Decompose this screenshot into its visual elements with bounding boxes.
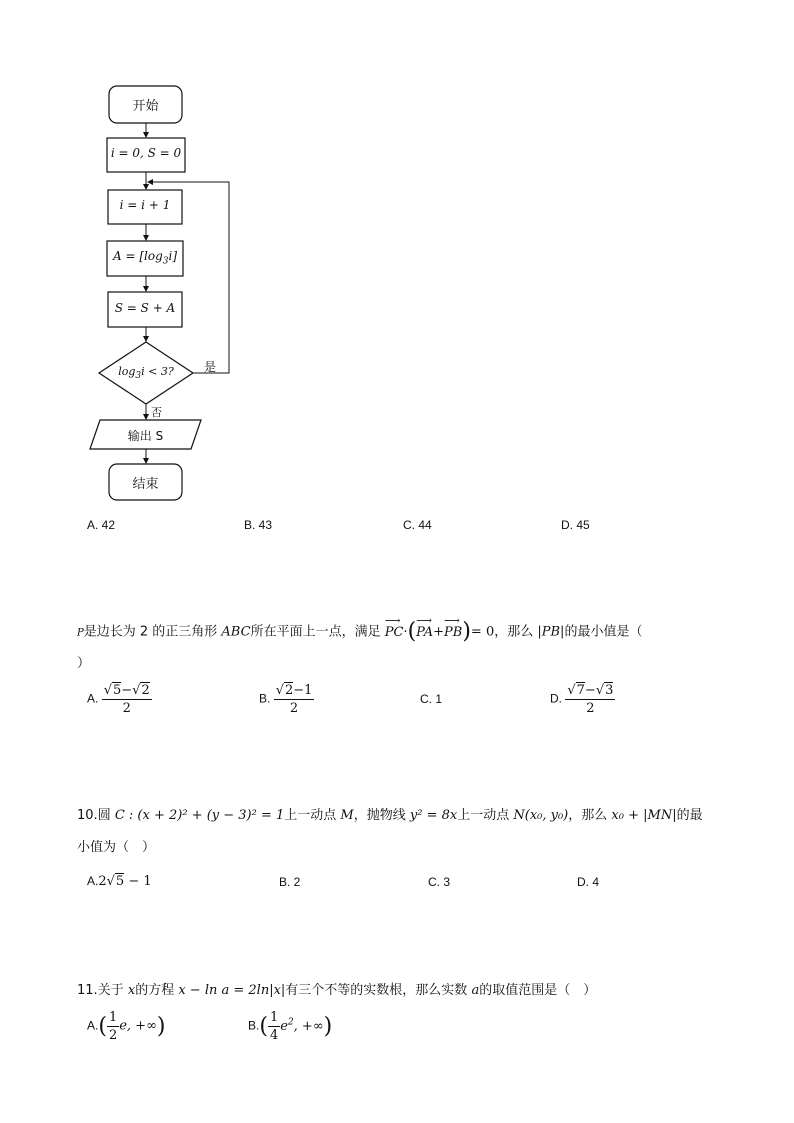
step2-label: $A = [\log_3i]$ <box>112 249 178 267</box>
q11-stem: 11.关于 x的方程 x − ln a = 2ln|x|有三个不等的实数根，那么实数 a的取值范围是（ ） <box>77 983 597 998</box>
q9-option-d: D. $\frac{√7-√3}{2}$ <box>550 683 614 716</box>
q10-option-b: B. 2 <box>279 875 301 889</box>
q9-option-c: C. 1 <box>420 692 443 706</box>
q10-stem: 10.圆 C : (x + 2)² + (y − 3)² = 1上一动点 M，抛物线 y² = 8x上一动点 N(x₀, y₀)，那么 x₀ + |MN|的最 <box>77 808 703 823</box>
q10-option-a: A.2√5 − 1 <box>87 874 152 889</box>
start-label: 开始 <box>132 99 159 114</box>
q8-option-d: D. 45 <box>561 518 590 532</box>
end-label: 结束 <box>132 477 159 492</box>
no-label: 否 <box>151 406 162 419</box>
q10-option-c: C. 3 <box>428 875 451 889</box>
step1-label: i = i + 1 <box>119 198 171 212</box>
q10-option-d: D. 4 <box>577 875 600 889</box>
q8-option-a: A. 42 <box>87 518 116 532</box>
init-label: i = 0, S = 0 <box>110 146 182 160</box>
yes-label: 是 <box>204 360 217 374</box>
output-label: 输出 S <box>127 429 164 443</box>
q10-stem-line2: 小值为（ ） <box>77 840 156 855</box>
q11-option-a: A.( $\frac{1}{2}$ e, +∞) <box>87 1010 166 1043</box>
q8-option-c: C. 44 <box>403 518 432 532</box>
q8-option-b: B. 43 <box>244 518 273 532</box>
q9-stem: P是边长为 2 的正三角形 ABC所在平面上一点，满足 ⟶ PC·(⟶ PA+⟶ PB)= 0，那么 |PB|的最小值是（ <box>77 622 642 644</box>
q9-option-a: A. $\frac{√5-√2}{2}$ <box>87 683 150 716</box>
q9-option-b: B. $\frac{√2-1}{2}$ <box>259 683 313 716</box>
step3-label: S = S + A <box>114 301 176 315</box>
condition-label: $\log_3i < 3$? <box>118 365 174 382</box>
q11-option-b: B.( $\frac{1}{4}$ $e^2$, +∞) <box>248 1010 333 1043</box>
flowchart <box>0 0 260 510</box>
q9-stem-line2: ） <box>77 656 91 671</box>
